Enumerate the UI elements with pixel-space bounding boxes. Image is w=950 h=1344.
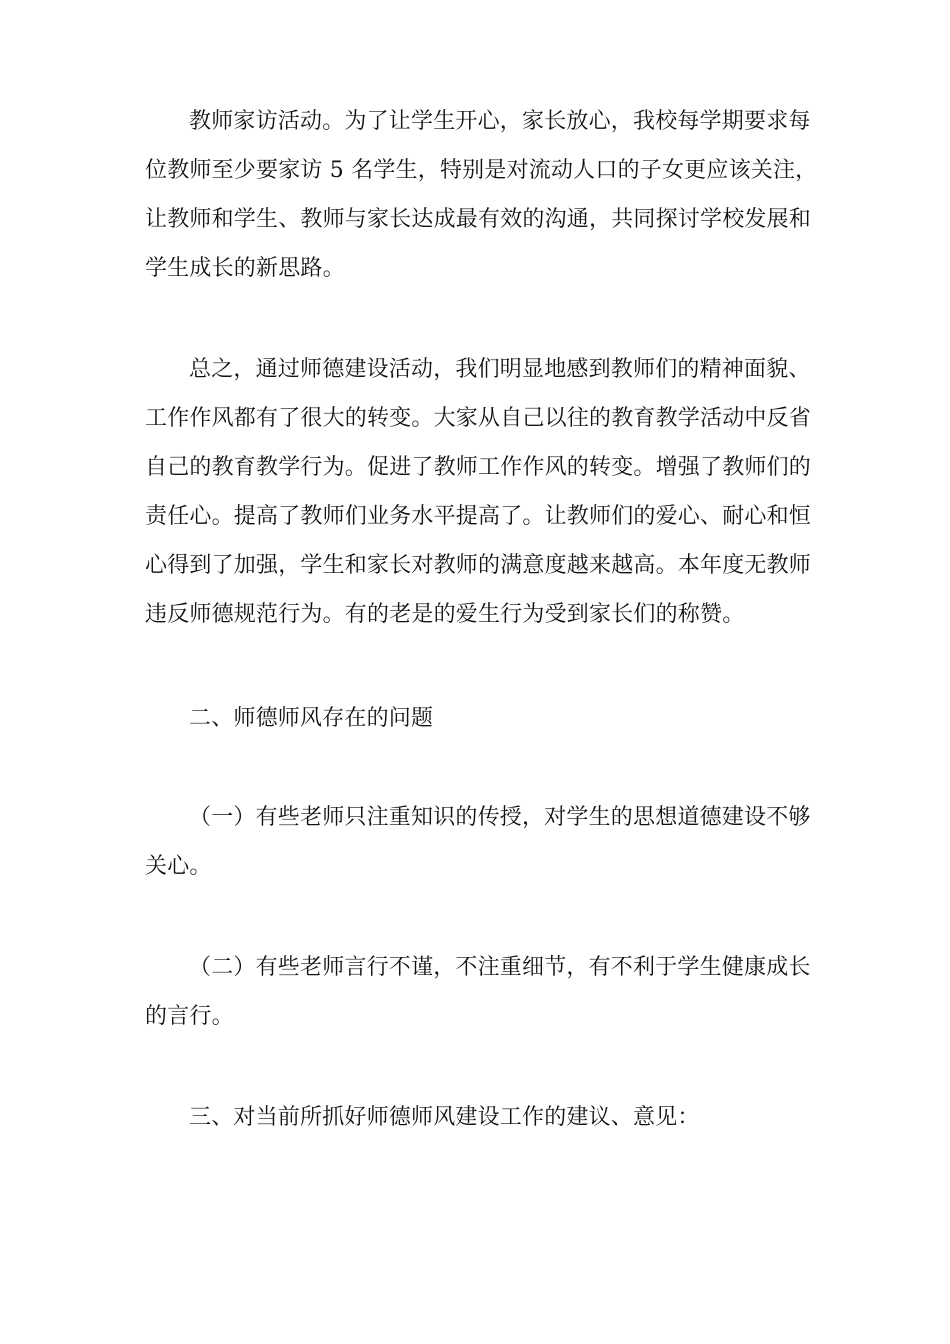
section-heading-suggestions <box>145 1093 825 1142</box>
text-line: （一）有些老师只注重知识的传授，对学生的思想道德建设不够 <box>189 805 811 830</box>
paragraph-problem-two <box>145 943 825 1041</box>
paragraph-summary <box>145 345 825 639</box>
text-line: 心得到了加强，学生和家长对教师的满意度越来越高。本年度无教师 <box>145 553 812 578</box>
text-line: 责任心。提高了教师们业务水平提高了。让教师们的爱心、耐心和恒 <box>145 504 812 529</box>
text-line: 违反师德规范行为。有的老是的爱生行为受到家长们的称赞。 <box>145 602 745 627</box>
text-line: 三、对当前所抓好师德师风建设工作的建议、意见： <box>189 1105 700 1130</box>
text-line: 的言行。 <box>145 1004 234 1029</box>
text-line: 关心。 <box>145 854 212 879</box>
section-heading-problems <box>145 694 825 743</box>
text-line: 让教师和学生、教师与家长达成最有效的沟通，共同探讨学校发展和 <box>145 207 812 232</box>
text-line: 位教师至少要家访 5 名学生，特别是对流动人口的子女更应该关注， <box>145 158 818 183</box>
text-line: 总之，通过师德建设活动，我们明显地感到教师们的精神面貌、 <box>189 357 811 382</box>
text-line: 教师家访活动。为了让学生开心，家长放心，我校每学期要求每 <box>189 109 811 134</box>
text-line: 自己的教育教学行为。促进了教师工作作风的转变。增强了教师们的 <box>145 455 812 480</box>
paragraph-home-visits <box>145 97 825 293</box>
text-line: 学生成长的新思路。 <box>145 256 345 281</box>
text-line: 二、师德师风存在的问题 <box>189 706 434 731</box>
paragraph-problem-one <box>145 793 825 891</box>
text-line: （二）有些老师言行不谨，不注重细节，有不利于学生健康成长 <box>189 955 811 980</box>
text-line: 工作作风都有了很大的转变。大家从自己以往的教育教学活动中反省 <box>145 406 812 431</box>
